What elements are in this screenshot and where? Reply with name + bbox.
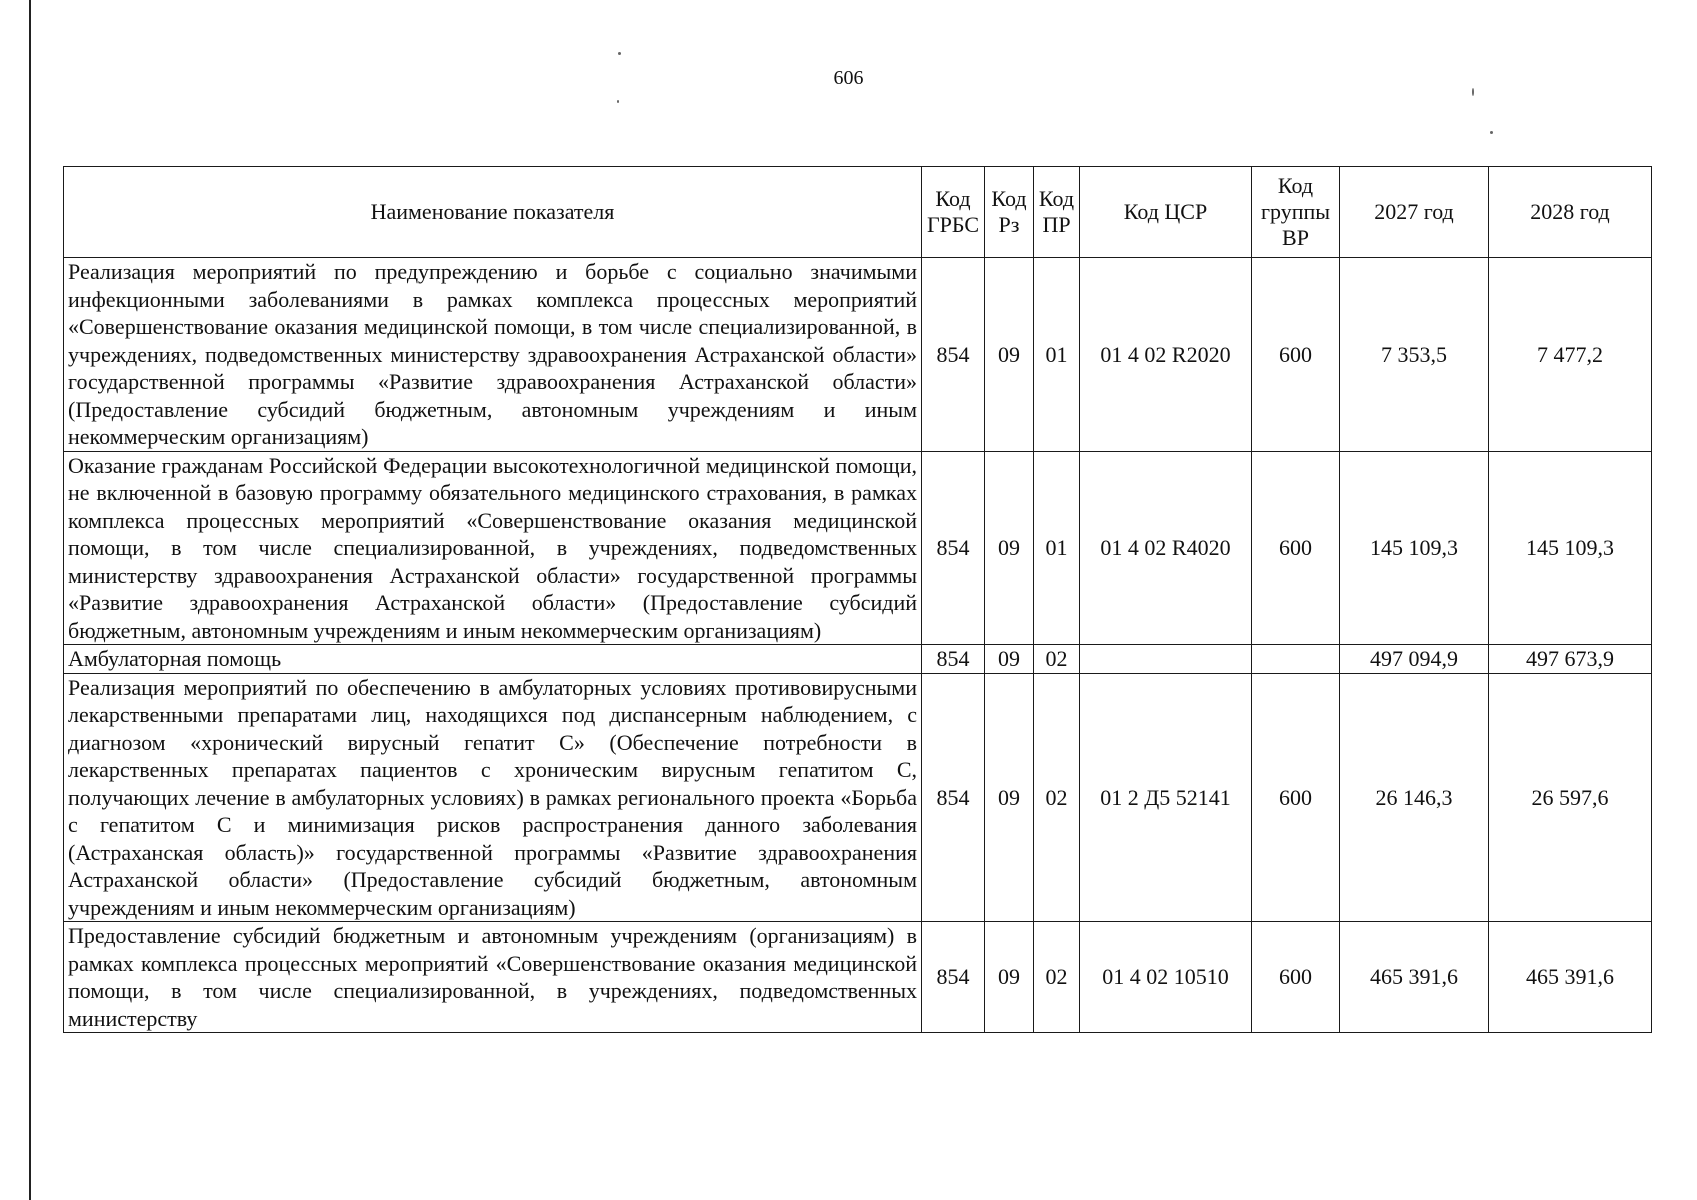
row-2028: 7 477,2 bbox=[1489, 258, 1652, 452]
row-pr: 01 bbox=[1034, 451, 1080, 645]
row-2028: 26 597,6 bbox=[1489, 673, 1652, 922]
row-grbs: 854 bbox=[922, 258, 985, 452]
table-row bbox=[64, 673, 1652, 922]
row-csr bbox=[1080, 645, 1252, 674]
scan-speck bbox=[617, 100, 619, 103]
row-csr: 01 2 Д5 52141 bbox=[1080, 673, 1252, 922]
row-2028: 497 673,9 bbox=[1489, 645, 1652, 674]
row-pr: 01 bbox=[1034, 258, 1080, 452]
header-csr: Код ЦСР bbox=[1080, 167, 1252, 258]
binding-edge-line bbox=[29, 0, 31, 1200]
row-name: Оказание гражданам Российской Федерации высокотехнологичной медицинской помощи, не включенной в базовую программу обязательного медицинского страхования, в рамках комплекса процессных мероприятий «Совершенствование оказания медицинской помощи, в том числе специализированной, в учреждениях, подведомственных министерству здравоохранения Астраханской области» государственной программы «Развитие здравоохранения Астраханской области» (Предоставление субсидий бюджетным, автономным учреждениям и иным некоммерческим организациям) bbox=[64, 451, 922, 645]
page-number: 606 bbox=[833, 67, 864, 89]
row-vr: 600 bbox=[1252, 451, 1340, 645]
row-csr: 01 4 02 R2020 bbox=[1080, 258, 1252, 452]
header-rz: Код Рз bbox=[985, 167, 1034, 258]
table-row bbox=[64, 258, 1652, 452]
row-pr: 02 bbox=[1034, 645, 1080, 674]
header-name: Наименование показателя bbox=[64, 167, 922, 258]
header-2027: 2027 год bbox=[1340, 167, 1489, 258]
row-2027: 7 353,5 bbox=[1340, 258, 1489, 452]
row-name: Предоставление субсидий бюджетным и автономным учреждениям (организациям) в рамках комплекса процессных мероприятий «Совершенствование оказания медицинской помощи, в том числе специализированной, в учреждениях, подведомственных министерству bbox=[64, 922, 922, 1033]
row-rz: 09 bbox=[985, 673, 1034, 922]
row-vr bbox=[1252, 645, 1340, 674]
table-row bbox=[64, 451, 1652, 645]
row-vr: 600 bbox=[1252, 673, 1340, 922]
row-grbs: 854 bbox=[922, 451, 985, 645]
scan-speck bbox=[1490, 131, 1493, 134]
row-csr: 01 4 02 R4020 bbox=[1080, 451, 1252, 645]
row-vr: 600 bbox=[1252, 922, 1340, 1033]
row-2027: 465 391,6 bbox=[1340, 922, 1489, 1033]
row-2028: 465 391,6 bbox=[1489, 922, 1652, 1033]
scan-speck bbox=[618, 52, 621, 55]
row-pr: 02 bbox=[1034, 673, 1080, 922]
row-rz: 09 bbox=[985, 645, 1034, 674]
header-pr: Код ПР bbox=[1034, 167, 1080, 258]
row-grbs: 854 bbox=[922, 673, 985, 922]
row-2028: 145 109,3 bbox=[1489, 451, 1652, 645]
table-header-row bbox=[64, 167, 1652, 258]
row-2027: 497 094,9 bbox=[1340, 645, 1489, 674]
row-grbs: 854 bbox=[922, 645, 985, 674]
row-2027: 26 146,3 bbox=[1340, 673, 1489, 922]
row-rz: 09 bbox=[985, 258, 1034, 452]
row-name: Реализация мероприятий по предупреждению и борьбе с социально значимыми инфекционными заболеваниями в рамках комплекса процессных мероприятий «Совершенствование оказания медицинской помощи, в том числе специализированной, в учреждениях, подведомственных министерству здравоохранения Астраханской области» государственной программы «Развитие здравоохранения Астраханской области» (Предоставление субсидий бюджетным, автономным учреждениям и иным некоммерческим организациям) bbox=[64, 258, 922, 452]
row-vr: 600 bbox=[1252, 258, 1340, 452]
row-name: Реализация мероприятий по обеспечению в амбулаторных условиях противовирусными лекарственными препаратами лиц, находящихся под диспансерным наблюдением, с диагнозом «хронический вирусный гепатит С» (Обеспечение потребности в лекарственных препаратах пациентов с хроническим вирусным гепатитом С, получающих лечение в амбулаторных условиях) в рамках регионального проекта «Борьба с гепатитом С и минимизация рисков распространения данного заболевания (Астраханская область)» государственной программы «Развитие здравоохранения Астраханской области» (Предоставление субсидий бюджетным, автономным учреждениям и иным некоммерческим организациям) bbox=[64, 673, 922, 922]
budget-table bbox=[63, 166, 1652, 1033]
header-grbs: Код ГРБС bbox=[922, 167, 985, 258]
row-pr: 02 bbox=[1034, 922, 1080, 1033]
row-csr: 01 4 02 10510 bbox=[1080, 922, 1252, 1033]
row-name: Амбулаторная помощь bbox=[64, 645, 922, 674]
table-row bbox=[64, 645, 1652, 674]
row-2027: 145 109,3 bbox=[1340, 451, 1489, 645]
header-vr: Код группы ВР bbox=[1252, 167, 1340, 258]
row-rz: 09 bbox=[985, 922, 1034, 1033]
row-rz: 09 bbox=[985, 451, 1034, 645]
header-2028: 2028 год bbox=[1489, 167, 1652, 258]
row-grbs: 854 bbox=[922, 922, 985, 1033]
table-row bbox=[64, 922, 1652, 1033]
